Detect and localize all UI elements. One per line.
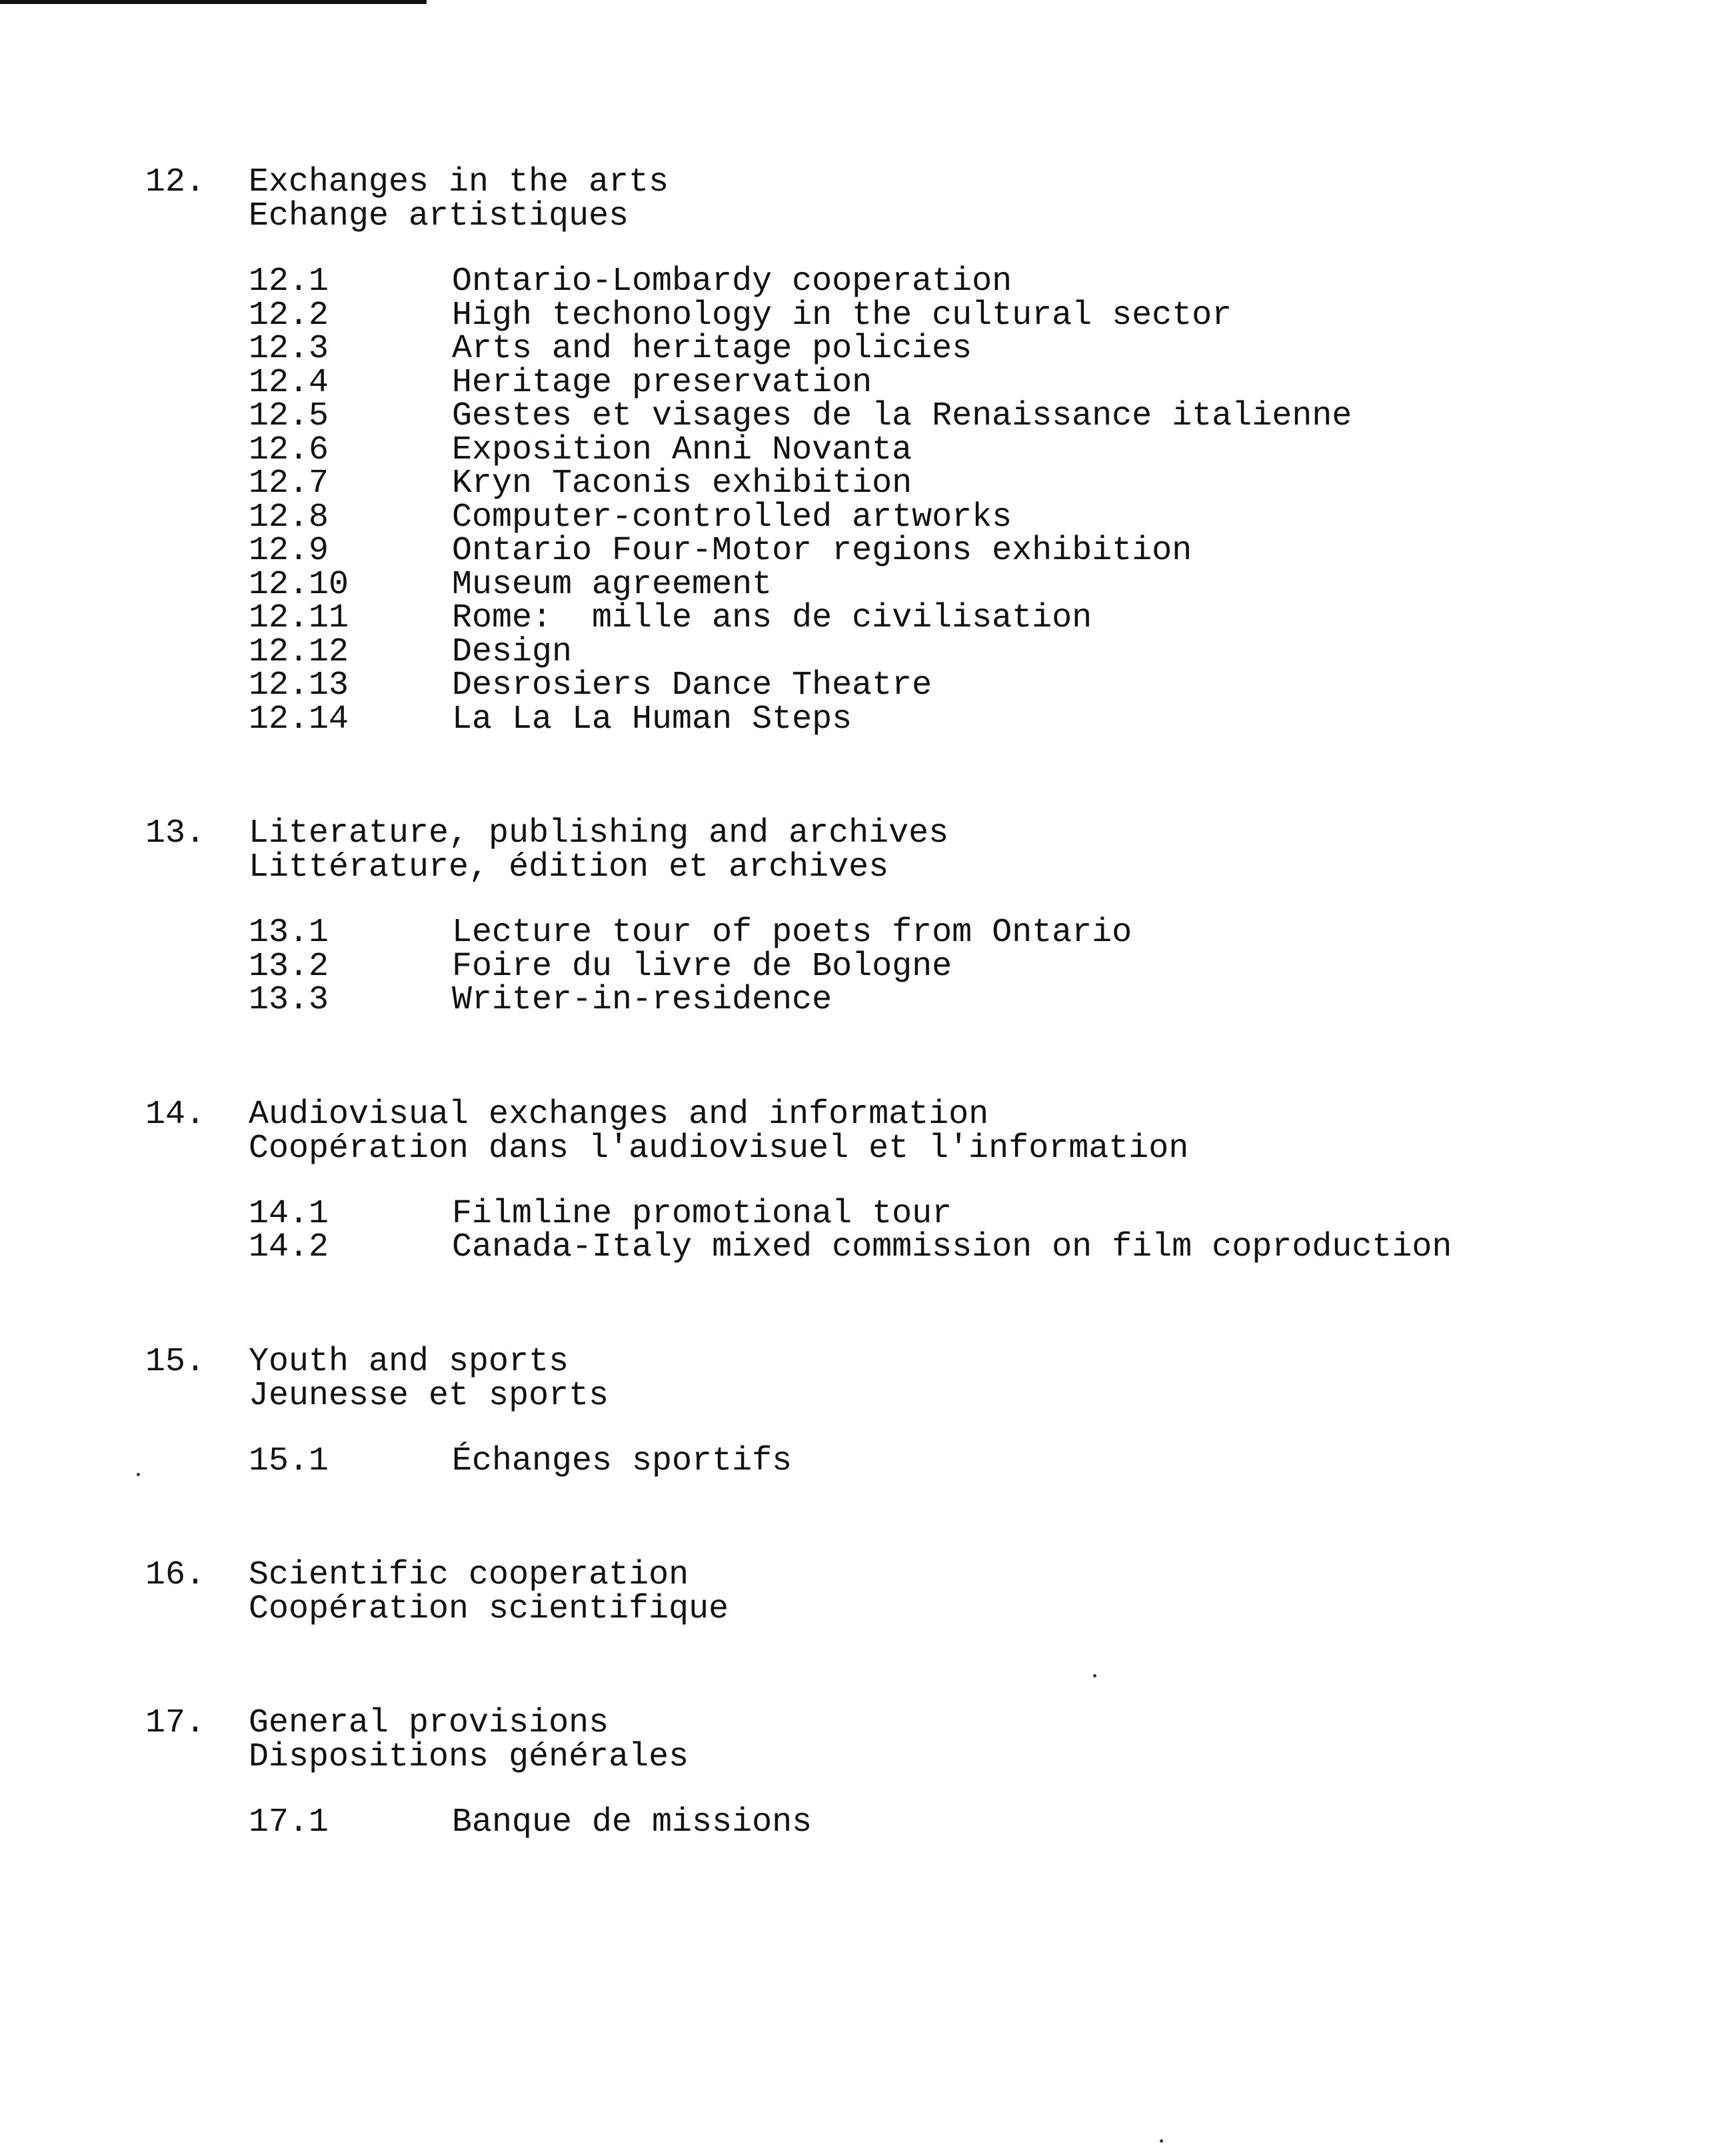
section-14: [145, 1095, 1645, 1266]
list-item: [249, 532, 1645, 570]
list-item: [249, 981, 1645, 1019]
item-text: Computer-controlled artworks: [452, 498, 1012, 537]
item-number: 12.8: [249, 498, 329, 537]
item-text: Design: [452, 632, 573, 671]
item-text: Foire du livre de Bologne: [452, 947, 952, 986]
item-text: Kryn Taconis exhibition: [452, 465, 912, 503]
item-text: Museum agreement: [452, 565, 773, 604]
section-heading: [145, 1095, 1645, 1168]
list-item: [249, 1803, 1645, 1841]
item-text: Lecture tour of poets from Ontario: [452, 914, 1132, 952]
item-number: 12.3: [249, 330, 329, 368]
item-text: Échanges sportifs: [452, 1442, 793, 1480]
section-title-en: Audiovisual exchanges and information: [249, 1095, 989, 1134]
scan-speck: [137, 1473, 140, 1476]
section-number: 14.: [145, 1095, 206, 1134]
item-text: Filmline promotional tour: [452, 1194, 952, 1233]
item-text: Exposition Anni Novanta: [452, 431, 912, 469]
item-text: Ontario-Lombardy cooperation: [452, 263, 1012, 301]
section-13: [145, 816, 1645, 1018]
section-title-en: Scientific cooperation: [249, 1556, 689, 1594]
item-text: Heritage preservation: [452, 363, 872, 402]
section-16: [145, 1558, 1645, 1626]
section-items: [249, 265, 1645, 736]
section-15: [145, 1342, 1645, 1480]
section-heading: [145, 1706, 1645, 1774]
section-heading: [145, 165, 1645, 233]
item-text: High techonology in the cultural sector: [452, 296, 1232, 335]
list-item: [249, 1228, 1645, 1266]
item-text: Banque de missions: [452, 1803, 813, 1841]
list-item: [249, 363, 1645, 402]
item-text: Desrosiers Dance Theatre: [452, 666, 932, 704]
list-item: [249, 599, 1645, 637]
item-number: 13.1: [249, 914, 329, 952]
item-number: 12.11: [249, 599, 349, 637]
item-number: 15.1: [249, 1442, 329, 1480]
list-item: [249, 666, 1645, 704]
section-12: [145, 165, 1645, 736]
list-item: [249, 397, 1645, 435]
section-title-en: Exchanges in the arts: [249, 163, 669, 201]
section-items: [249, 1194, 1645, 1266]
list-item: [249, 498, 1645, 537]
item-number: 12.2: [249, 296, 329, 335]
scan-speck: [1160, 2139, 1163, 2143]
item-number: 12.9: [249, 532, 329, 570]
item-number: 12.4: [249, 363, 329, 402]
list-item: [249, 947, 1645, 986]
section-number: 13.: [145, 814, 206, 852]
item-number: 12.10: [249, 565, 349, 604]
item-text: Ontario Four-Motor regions exhibition: [452, 532, 1192, 570]
section-title-fr: Jeunesse et sports: [249, 1376, 609, 1415]
top-rule: [0, 0, 427, 4]
section-title-fr: Littérature, édition et archives: [249, 848, 889, 886]
item-number: 12.6: [249, 431, 329, 469]
item-text: Rome: mille ans de civilisation: [452, 599, 1092, 637]
section-number: 12.: [145, 163, 206, 201]
section-title-en: Literature, publishing and archives: [249, 814, 949, 852]
item-text: Gestes et visages de la Renaissance italienne: [452, 397, 1352, 435]
item-number: 13.3: [249, 981, 329, 1019]
section-items: [249, 1442, 1645, 1480]
section-title-fr: Dispositions générales: [249, 1738, 689, 1776]
section-title-fr: Coopération scientifique: [249, 1590, 729, 1628]
item-number: 12.1: [249, 263, 329, 301]
section-heading: [145, 816, 1645, 884]
list-item: [249, 565, 1645, 604]
item-number: 14.1: [249, 1194, 329, 1233]
section-items: [249, 916, 1645, 1018]
list-item: [249, 1194, 1645, 1233]
item-number: 12.13: [249, 666, 349, 704]
list-item: [249, 330, 1645, 368]
list-item: [249, 632, 1645, 671]
list-item: [249, 431, 1645, 469]
section-heading: [145, 1558, 1645, 1626]
document-page: [145, 165, 1645, 1920]
item-number: 14.2: [249, 1228, 329, 1266]
list-item: [249, 265, 1645, 299]
section-number: 16.: [145, 1556, 206, 1594]
item-number: 17.1: [249, 1803, 329, 1841]
item-text: Writer-in-residence: [452, 981, 833, 1019]
section-number: 17.: [145, 1704, 206, 1742]
section-title-en: General provisions: [249, 1704, 609, 1742]
item-number: 12.12: [249, 632, 349, 671]
section-number: 15.: [145, 1342, 206, 1381]
item-text: Arts and heritage policies: [452, 330, 972, 368]
list-item: [249, 1442, 1645, 1480]
list-item: [249, 916, 1645, 950]
item-number: 12.7: [249, 465, 329, 503]
section-title-fr: Coopération dans l'audiovisuel et l'information: [249, 1129, 1189, 1168]
section-17: [145, 1706, 1645, 1840]
item-number: 12.5: [249, 397, 329, 435]
section-title-en: Youth and sports: [249, 1342, 569, 1381]
item-number: 12.14: [249, 700, 349, 738]
section-items: [249, 1803, 1645, 1841]
item-text: Canada-Italy mixed commission on film coproduction: [452, 1228, 1452, 1266]
item-text: La La La Human Steps: [452, 700, 853, 738]
list-item: [249, 296, 1645, 335]
list-item: [249, 467, 1645, 501]
scan-speck: [1093, 1674, 1096, 1677]
list-item: [249, 700, 1645, 738]
section-title-fr: Echange artistiques: [249, 197, 629, 235]
section-heading: [145, 1342, 1645, 1415]
item-number: 13.2: [249, 947, 329, 986]
